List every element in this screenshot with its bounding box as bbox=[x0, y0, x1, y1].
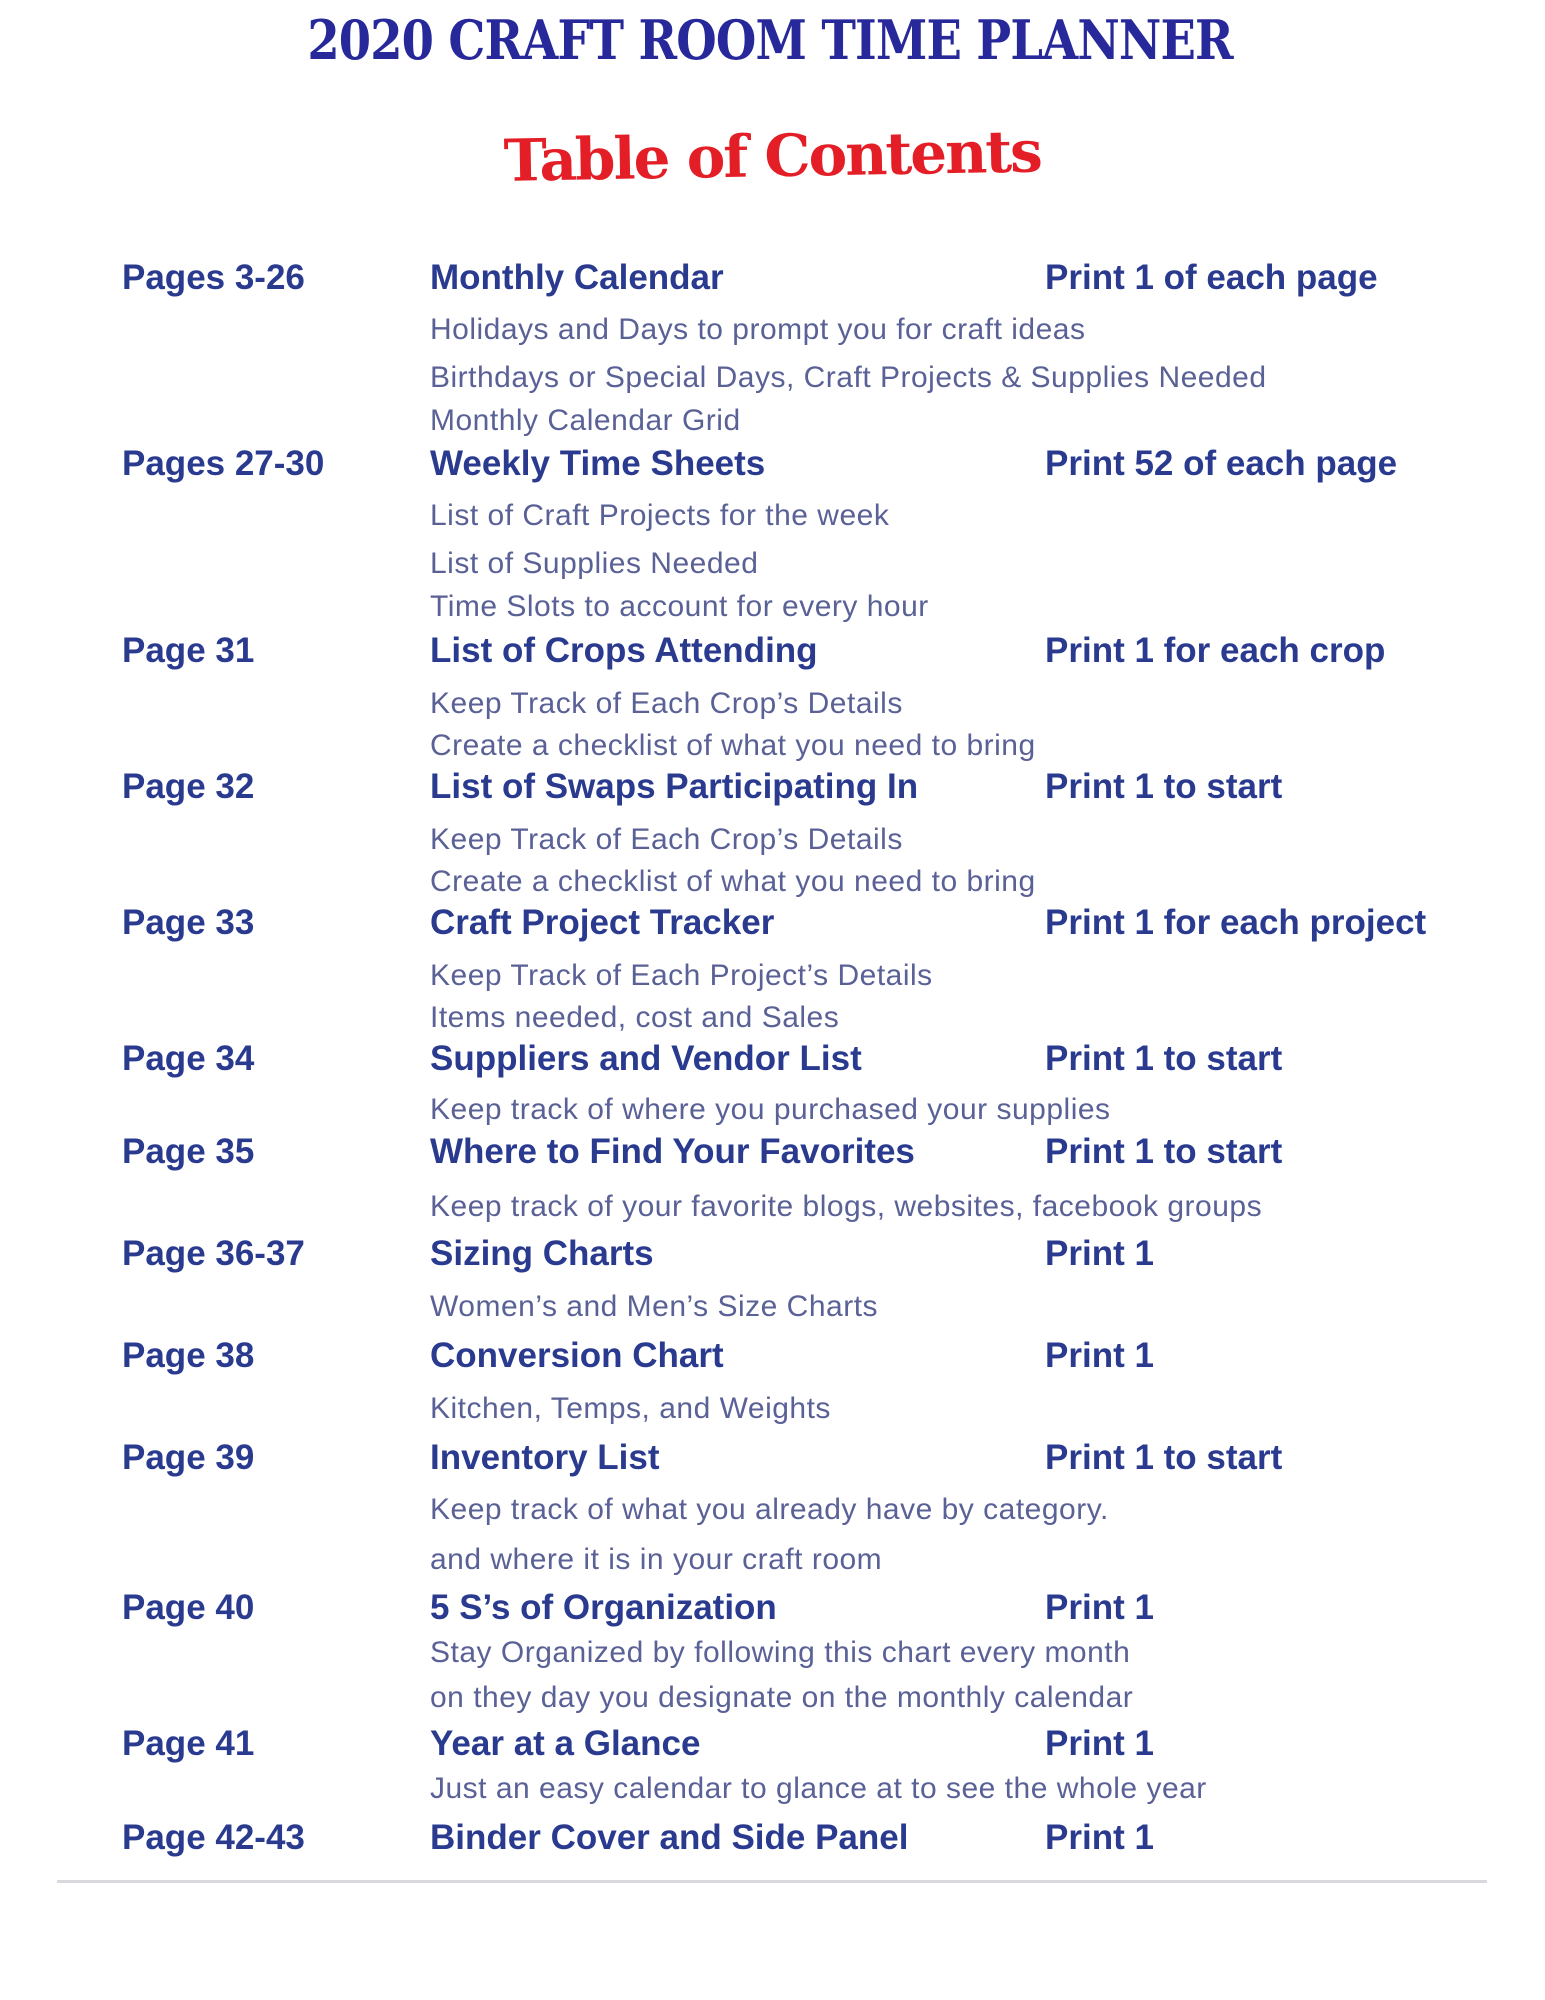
toc-entry-print: Print 1 to start bbox=[1045, 1438, 1283, 1477]
toc-entry-title: Year at a Glance bbox=[430, 1724, 701, 1763]
page-title: 2020 CRAFT ROOM TIME PLANNER bbox=[307, 8, 1233, 72]
toc-entry-pages: Pages 3-26 bbox=[122, 258, 305, 297]
toc-entry-title: List of Crops Attending bbox=[430, 631, 818, 670]
toc-entry-print: Print 1 for each project bbox=[1045, 903, 1427, 942]
toc-entry-description: and where it is in your craft room bbox=[430, 1543, 883, 1576]
toc-entry-print: Print 52 of each page bbox=[1045, 444, 1398, 483]
toc-entry-description: List of Craft Projects for the week bbox=[430, 499, 890, 532]
toc-entry-title: Craft Project Tracker bbox=[430, 903, 775, 942]
toc-entry-print: Print 1 to start bbox=[1045, 1039, 1283, 1078]
toc-entry-pages: Page 41 bbox=[122, 1724, 255, 1763]
toc-entry-description: Create a checklist of what you need to bring bbox=[430, 865, 1036, 898]
toc-entry-title: Suppliers and Vendor List bbox=[430, 1039, 862, 1078]
toc-entry-pages: Page 35 bbox=[122, 1132, 255, 1171]
toc-entry-description: Items needed, cost and Sales bbox=[430, 1001, 840, 1034]
toc-entry-print: Print 1 to start bbox=[1045, 1132, 1283, 1171]
toc-entry-description: Keep track of your favorite blogs, websites, facebook groups bbox=[430, 1190, 1263, 1223]
toc-entry-description: List of Supplies Needed bbox=[430, 547, 759, 580]
toc-entry-print: Print 1 bbox=[1045, 1588, 1154, 1627]
toc-entry-pages: Page 40 bbox=[122, 1588, 255, 1627]
toc-entry-print: Print 1 for each crop bbox=[1045, 631, 1386, 670]
toc-entry-pages: Page 42-43 bbox=[122, 1818, 305, 1857]
toc-entry-description: Monthly Calendar Grid bbox=[430, 404, 741, 437]
toc-entry-description: Birthdays or Special Days, Craft Projects & Supplies Needed bbox=[430, 361, 1267, 394]
toc-entry-print: Print 1 bbox=[1045, 1234, 1154, 1273]
toc-entry-pages: Page 34 bbox=[122, 1039, 255, 1078]
toc-heading: Table of Contents bbox=[503, 117, 1042, 195]
toc-entry-title: 5 S’s of Organization bbox=[430, 1588, 777, 1627]
toc-entry-description: Women’s and Men’s Size Charts bbox=[430, 1290, 879, 1323]
toc-entry-description: Create a checklist of what you need to bring bbox=[430, 729, 1036, 762]
bottom-divider bbox=[57, 1880, 1487, 1883]
toc-entry-description: Keep Track of Each Crop’s Details bbox=[430, 823, 903, 856]
toc-entry-title: Sizing Charts bbox=[430, 1234, 654, 1273]
toc-entry-description: Holidays and Days to prompt you for craft ideas bbox=[430, 313, 1086, 346]
toc-entry-print: Print 1 of each page bbox=[1045, 258, 1378, 297]
toc-entry-title: Where to Find Your Favorites bbox=[430, 1132, 915, 1171]
toc-entry-pages: Page 32 bbox=[122, 767, 255, 806]
toc-entry-description: Kitchen, Temps, and Weights bbox=[430, 1392, 831, 1425]
toc-entry-description: Keep Track of Each Project’s Details bbox=[430, 959, 933, 992]
toc-entry-pages: Page 31 bbox=[122, 631, 255, 670]
toc-entry-pages: Page 39 bbox=[122, 1438, 255, 1477]
toc-entry-print: Print 1 to start bbox=[1045, 767, 1283, 806]
toc-entry-title: List of Swaps Participating In bbox=[430, 767, 919, 806]
toc-entry-pages: Page 33 bbox=[122, 903, 255, 942]
toc-entry-print: Print 1 bbox=[1045, 1818, 1154, 1857]
toc-entry-title: Inventory List bbox=[430, 1438, 660, 1477]
toc-entry-description: on they day you designate on the monthly calendar bbox=[430, 1681, 1134, 1714]
toc-entry-print: Print 1 bbox=[1045, 1724, 1154, 1763]
toc-entry-description: Just an easy calendar to glance at to see the whole year bbox=[430, 1772, 1207, 1805]
toc-entry-title: Conversion Chart bbox=[430, 1336, 724, 1375]
toc-entry-title: Monthly Calendar bbox=[430, 258, 724, 297]
toc-entry-pages: Pages 27-30 bbox=[122, 444, 325, 483]
toc-entry-title: Weekly Time Sheets bbox=[430, 444, 766, 483]
toc-entry-description: Keep track of what you already have by category. bbox=[430, 1493, 1109, 1526]
toc-entry-pages: Page 36-37 bbox=[122, 1234, 305, 1273]
toc-entry-pages: Page 38 bbox=[122, 1336, 255, 1375]
toc-entry-print: Print 1 bbox=[1045, 1336, 1154, 1375]
toc-entry-description: Time Slots to account for every hour bbox=[430, 590, 929, 623]
toc-entry-description: Stay Organized by following this chart every month bbox=[430, 1636, 1131, 1669]
toc-entry-title: Binder Cover and Side Panel bbox=[430, 1818, 909, 1857]
toc-entry-description: Keep track of where you purchased your supplies bbox=[430, 1093, 1111, 1126]
toc-entry-description: Keep Track of Each Crop’s Details bbox=[430, 687, 903, 720]
